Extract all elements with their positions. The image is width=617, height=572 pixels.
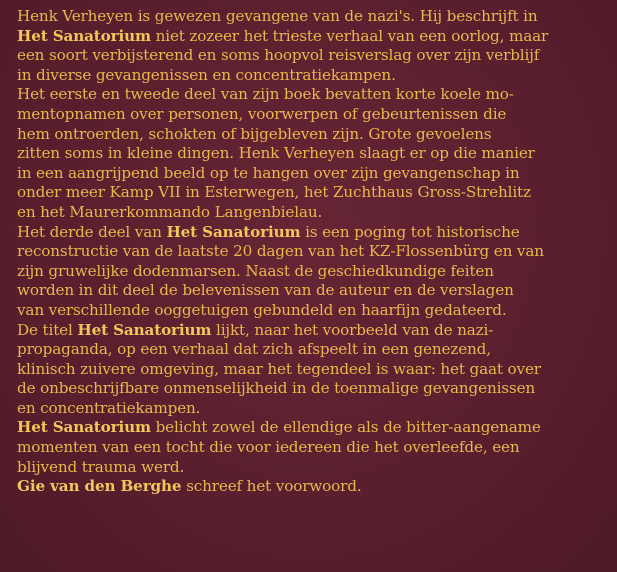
text-line bbox=[17, 242, 609, 262]
body-text: een soort verbijsterend en soms hoopvol reisverslag over zijn verblijf bbox=[17, 46, 540, 65]
text-line bbox=[17, 379, 609, 399]
text-line bbox=[17, 281, 609, 301]
body-text: de onbeschrijfbare onmenselijkheid in de toenmalige gevangenissen bbox=[17, 379, 536, 398]
body-text: hem ontroerden, schokten of bijgebleven zijn. Grote gevoelens bbox=[17, 124, 492, 143]
text-line bbox=[17, 144, 609, 164]
text-line bbox=[17, 360, 609, 380]
text-line bbox=[17, 46, 609, 66]
body-text: belicht zowel de ellendige als de bitter-aangename bbox=[150, 418, 541, 437]
bold-title-text: Gie van den Berghe bbox=[17, 477, 182, 496]
body-text: momenten van een tocht die voor iedereen die het overleefde, een bbox=[17, 438, 520, 457]
body-text: in een aangrijpend beeld op te hangen over zijn gevangenschap in bbox=[17, 163, 520, 182]
text-line bbox=[17, 164, 609, 184]
text-line bbox=[17, 301, 609, 321]
bold-title-text: Het Sanatorium bbox=[77, 320, 212, 339]
body-text: klinisch zuivere omgeving, maar het tegendeel is waar: het gaat over bbox=[17, 359, 541, 378]
body-text: Henk Verheyen is gewezen gevangene van de nazi's. Hij beschrijft in bbox=[17, 7, 538, 25]
text-line bbox=[17, 66, 609, 86]
text-line bbox=[17, 27, 609, 47]
text-line bbox=[17, 203, 609, 223]
body-text: zitten soms in kleine dingen. Henk Verheyen slaagt er op die manier bbox=[17, 144, 535, 163]
text-line bbox=[17, 458, 609, 478]
text-line bbox=[17, 438, 609, 458]
text-line bbox=[17, 418, 609, 438]
text-line bbox=[17, 105, 609, 125]
text-line bbox=[17, 223, 609, 243]
body-text: en concentratiekampen. bbox=[17, 398, 201, 417]
body-text: De titel bbox=[17, 320, 78, 339]
body-text: niet zozeer het trieste verhaal van een oorlog, maar bbox=[150, 26, 549, 45]
body-text: blijvend trauma werd. bbox=[17, 457, 185, 476]
body-text: propaganda, op een verhaal dat zich afspeelt in een genezend, bbox=[17, 340, 491, 359]
text-line bbox=[17, 85, 609, 105]
body-text: is een poging tot historische bbox=[300, 222, 520, 241]
body-text: worden in dit deel de belevenissen van de auteur en de verslagen bbox=[17, 281, 514, 300]
body-text: mentopnamen over personen, voorwerpen of gebeurtenissen die bbox=[17, 104, 507, 123]
body-text: Het eerste en tweede deel van zijn boek bevatten korte koele mo- bbox=[17, 85, 514, 104]
body-text: onder meer Kamp VII in Esterwegen, het Zuchthaus Gross-Strehlitz bbox=[17, 183, 531, 202]
text-line bbox=[17, 340, 609, 360]
body-text: in diverse gevangenissen en concentratiekampen. bbox=[17, 65, 396, 84]
text-line bbox=[17, 477, 609, 497]
bold-title-text: Het Sanatorium bbox=[166, 222, 301, 241]
body-text: lijkt, naar het voorbeeld van de nazi- bbox=[211, 320, 494, 339]
text-line bbox=[17, 125, 609, 145]
body-text: Het derde deel van bbox=[17, 222, 167, 241]
bold-title-text: Het Sanatorium bbox=[17, 26, 151, 45]
text-line bbox=[17, 7, 609, 27]
bold-title-text: Het Sanatorium bbox=[17, 418, 151, 437]
text-line bbox=[17, 262, 609, 282]
body-text: zijn gruwelijke dodenmarsen. Naast de geschiedkundige feiten bbox=[17, 261, 494, 280]
body-text: reconstructie van de laatste 20 dagen van het KZ-Flossenbürg en van bbox=[17, 242, 544, 261]
body-text: schreef het voorwoord. bbox=[181, 477, 362, 496]
text-line bbox=[17, 183, 609, 203]
text-line bbox=[17, 399, 609, 419]
body-text: van verschillende ooggetuigen gebundeld en haarfijn gedateerd. bbox=[17, 300, 507, 319]
body-text: en het Maurerkommando Langenbielau. bbox=[17, 202, 323, 221]
text-line bbox=[17, 321, 609, 341]
